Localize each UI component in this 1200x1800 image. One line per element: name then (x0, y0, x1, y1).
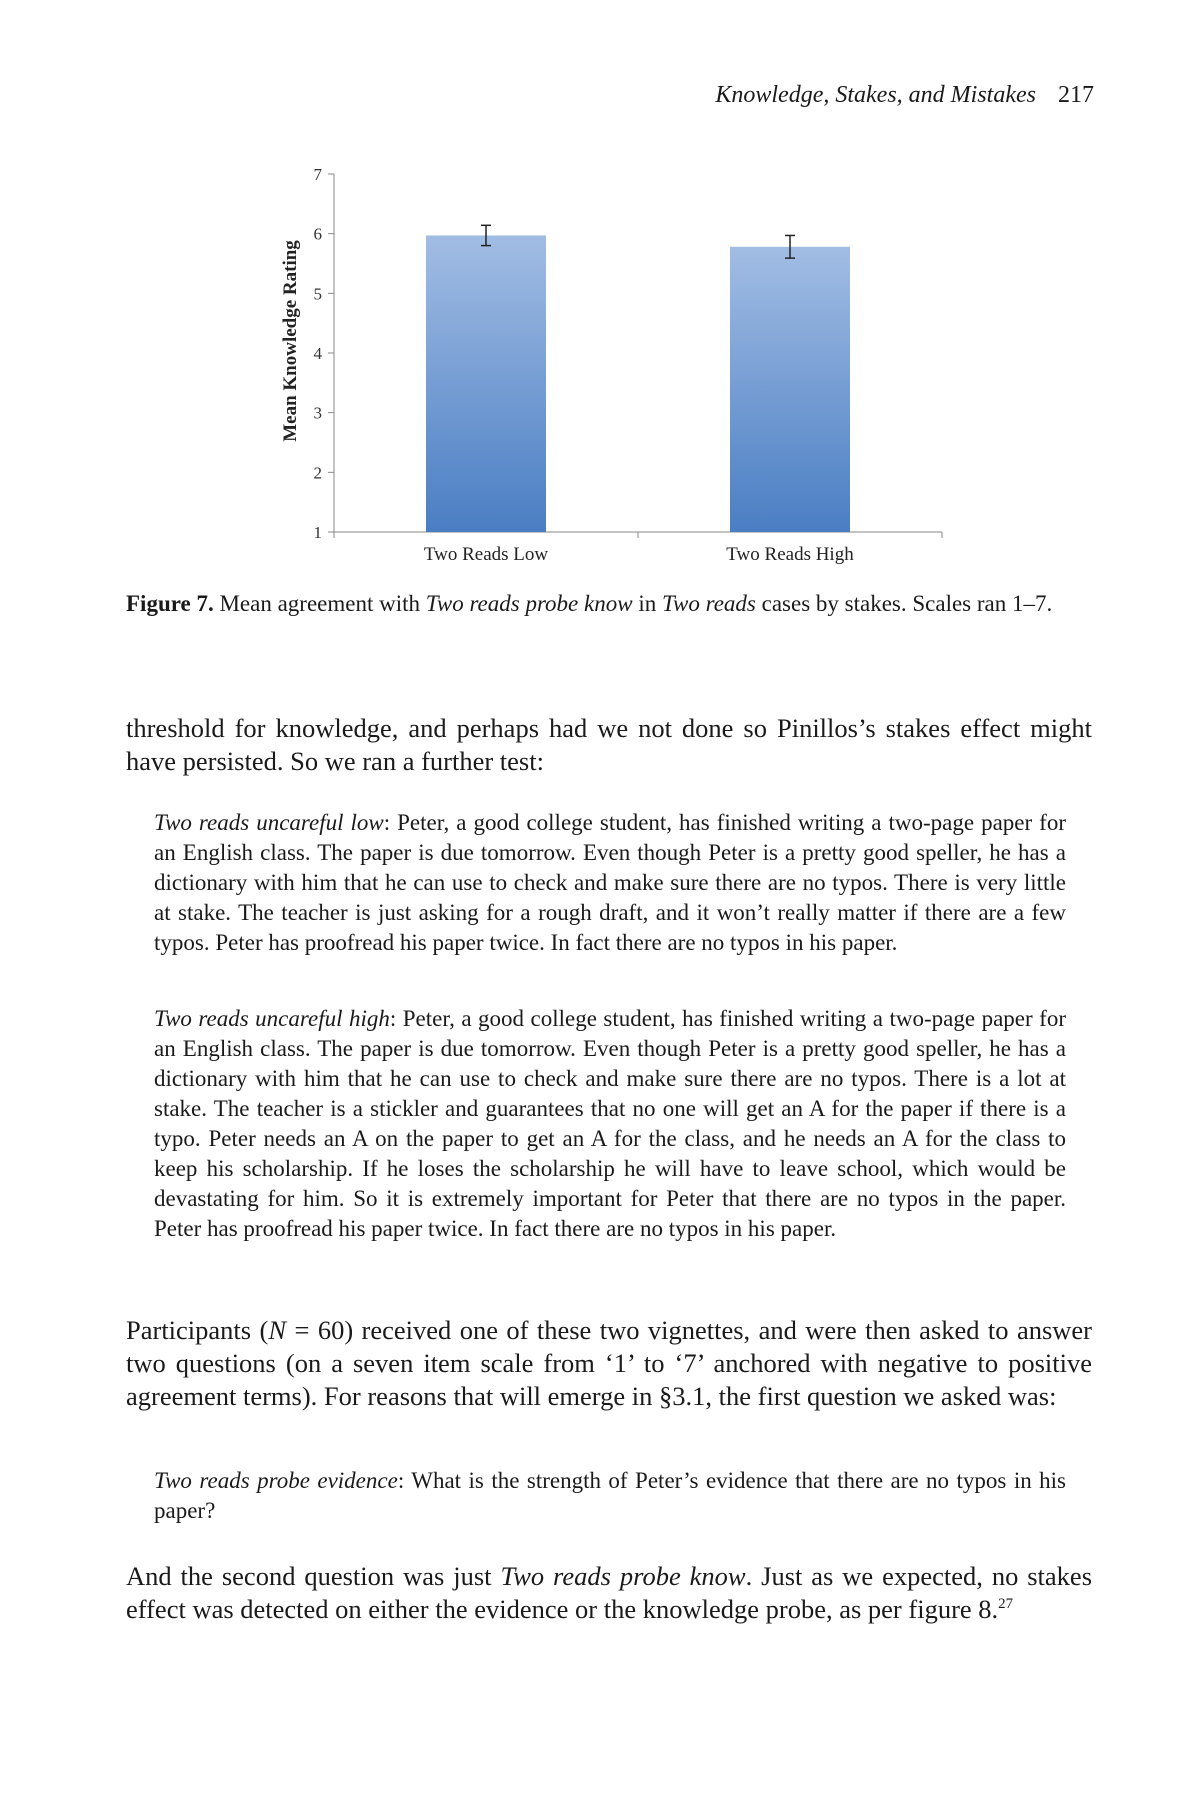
vignette-high-label: Two reads uncareful high (154, 1006, 390, 1031)
y-tick-label: 7 (313, 165, 322, 184)
running-head (715, 80, 1094, 110)
second-question-text-a: And the second question was just (126, 1561, 501, 1591)
participants-n: N (268, 1315, 287, 1345)
vignette-low-text: : Peter, a good college student, has finished writing a two-page paper for an English class. The paper is due tomorrow. Even though Peter is a pretty good speller, he has a dictionary with him that he can use to check and make sure there are no typos. There is very little at stake. The teacher is just asking for a rough draft, and it won’t really matter if there are a few typos. Peter has proofread his paper twice. In fact there are no typos in his paper. (154, 810, 1066, 955)
caption-text-1: Mean agreement with (219, 591, 421, 616)
second-question-italic: Two reads probe know (500, 1561, 746, 1591)
vignette-high-text: : Peter, a good college student, has finished writing a two-page paper for an English class. The paper is due tomorrow. Even though Peter is a pretty good speller, he has a dictionary with him that he can use to check and make sure there are no typos. There is a lot at stake. The teacher is a stickler and guarantees that no one will get an A for the paper if there is a typo. Peter needs an A on the paper to get an A for the class, and he needs an A for the class to keep his scholarship. If he loses the scholarship he will have to leave school, which would be devastating for him. So it is extremely important for Peter that there are no typos in the paper. Peter has proofread his paper twice. In fact there are no typos in his paper. (154, 1006, 1066, 1241)
caption-italic-1: Two reads probe know (425, 591, 633, 616)
bar (426, 235, 546, 532)
y-tick-label: 3 (313, 403, 322, 423)
footnote-marker: 27 (998, 1596, 1014, 1613)
bar-chart (256, 158, 956, 578)
vignette-low (154, 808, 1066, 958)
category-label: Two Reads High (726, 544, 854, 565)
y-tick-label: 2 (313, 463, 322, 483)
second-question-text-b: . Just as we expected, no stakes effect was detected on either the evidence or the knowledge probe, as per figure 8. (126, 1561, 1093, 1624)
paragraph-threshold: threshold for knowledge, and perhaps had we not done so Pinillos’s stakes effect might have persisted. So we ran a further test: (126, 713, 1092, 776)
running-title: Knowledge, Stakes, and Mistakes (715, 82, 1036, 108)
vignette-high (154, 1004, 1066, 1244)
y-axis-label: Mean Knowledge Rating (280, 240, 301, 442)
participants-text-b: = 60) received one of these two vignettes, and were then asked to answer two questions (on a seven item scale from ‘1’ to ‘7’ anchored with negative to positive agreement terms). For reasons that will emerge in §3.1, the first question we asked was: (126, 1315, 1093, 1411)
page-number: 217 (1058, 82, 1094, 108)
paragraph-second-question (126, 1560, 1092, 1626)
caption-text-2: in (638, 591, 657, 616)
y-tick-label: 6 (313, 224, 322, 244)
category-label: Two Reads Low (423, 544, 549, 565)
probe-evidence-label: Two reads probe evidence (154, 1468, 398, 1493)
caption-text-3: cases by stakes. Scales ran 1–7. (761, 591, 1053, 616)
probe-evidence (154, 1466, 1066, 1526)
figure-label: Figure 7. (126, 591, 214, 616)
paragraph-participants (126, 1314, 1092, 1413)
y-tick-label: 1 (313, 523, 322, 542)
figure-7-chart (256, 158, 956, 578)
figure-caption (126, 590, 1092, 618)
probe-evidence-text: : What is the strength of Peter’s evidence that there are no typos in his paper? (154, 1468, 1067, 1523)
vignette-low-label: Two reads uncareful low (154, 810, 384, 835)
participants-text-a: Participants ( (126, 1315, 269, 1345)
bar (730, 247, 850, 532)
y-tick-label: 5 (313, 284, 322, 304)
y-tick-label: 4 (313, 344, 322, 363)
caption-italic-2: Two reads (661, 591, 756, 616)
